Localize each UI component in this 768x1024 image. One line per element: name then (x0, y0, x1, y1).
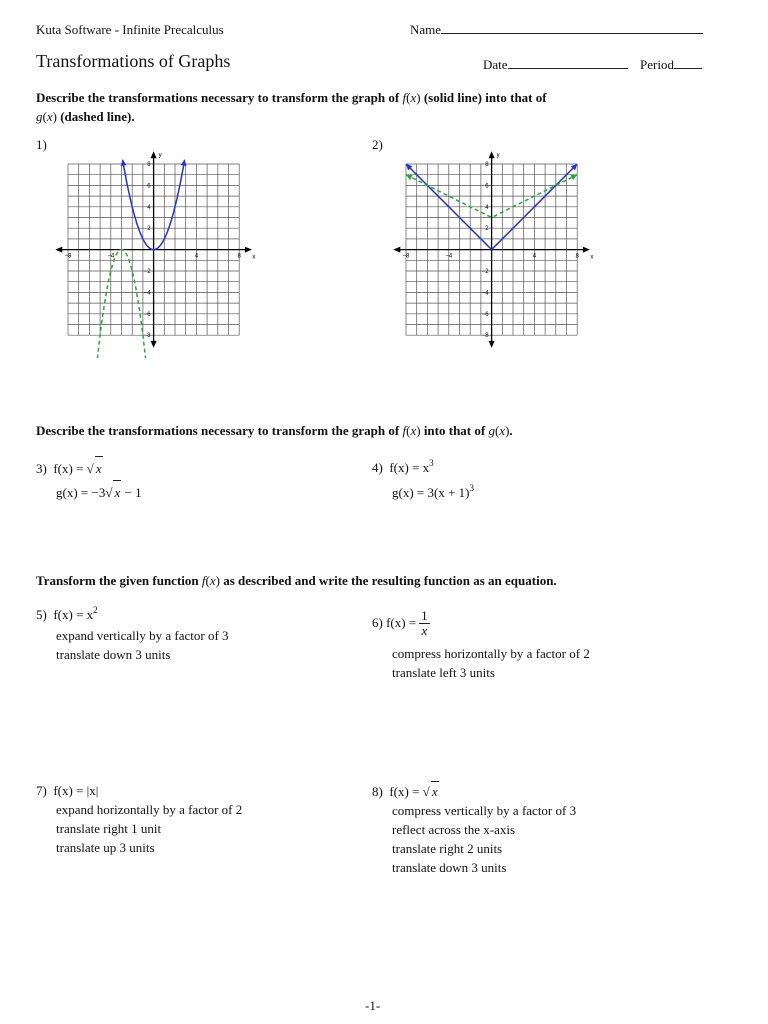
tick-label: 6 (147, 183, 151, 190)
problem-5-step: expand vertically by a factor of 3 (56, 628, 229, 643)
problem-4-number: 4) (372, 460, 383, 475)
problem-8: 8) f(x) = √ x compress vertically by a factor of 3 reflect across the x-axis translate right 2 units translate down 3 units (372, 781, 576, 877)
tick-label: −8 (481, 333, 489, 340)
tick-label: −8 (402, 253, 410, 260)
y-arrow (151, 151, 157, 158)
name-field[interactable] (410, 22, 703, 38)
problem-8-step: reflect across the x-axis (392, 822, 516, 837)
x-axis-label: x (252, 254, 256, 261)
problem-6: 6) f(x) = $\frac{1}{x}$ compress horizontally by a factor of 2 translate left 3 units (372, 607, 590, 680)
tick-label: 4 (147, 204, 151, 211)
problem-8-step: compress vertically by a factor of 3 (392, 803, 577, 818)
x-arrow (393, 247, 400, 253)
tick-label: −2 (143, 269, 151, 275)
tick-label: 4 (532, 253, 537, 260)
tick-label: −4 (445, 253, 453, 260)
name-label: Name (410, 22, 442, 37)
problem-1-number: 1) (36, 137, 47, 152)
problem-5: 5) $f(x) = x^2$ expand vertically by a factor of 3 translate down 3 units (36, 605, 229, 662)
tick-label: 4 (485, 204, 489, 211)
date-field[interactable] (483, 57, 628, 73)
graph-2 (390, 148, 600, 358)
page-number: -1- (365, 998, 381, 1013)
tick-label: −2 (481, 269, 489, 275)
tick-label: 2 (485, 226, 489, 233)
tick-label: −4 (107, 253, 115, 260)
tick-label: 8 (237, 253, 241, 260)
curve-arrow (181, 160, 187, 166)
curve-arrow (121, 160, 127, 166)
tick-label: 6 (485, 183, 489, 190)
problem-7: 7) f(x) = |x| expand horizontally by a factor of 2 translate right 1 unit translate up 3 units (36, 783, 243, 855)
problem-5-number: 5) (36, 607, 47, 622)
x-arrow (55, 247, 62, 253)
problem-3-number: 3) (36, 461, 47, 476)
section3-instruction: Transform the given function f(x) as described and write the resulting function as an equation. (36, 573, 557, 588)
problem-8-number: 8) (372, 784, 383, 799)
problem-5-step: translate down 3 units (56, 647, 171, 662)
graph-1 (52, 148, 262, 358)
period-field[interactable] (640, 57, 702, 73)
tick-label: 2 (147, 226, 151, 233)
tick-label: 4 (194, 253, 199, 260)
y-arrow (151, 341, 157, 348)
x-arrow (245, 247, 252, 253)
page-title: Transformations of Graphs (36, 51, 231, 71)
y-arrow (489, 151, 495, 158)
period-label: Period (640, 57, 674, 72)
problem-7-step: expand horizontally by a factor of 2 (56, 802, 243, 817)
software-label: Kuta Software - Infinite Precalculus (36, 22, 224, 37)
tick-label: −8 (143, 333, 151, 340)
tick-label: 8 (575, 253, 579, 260)
tick-label: −6 (481, 311, 489, 318)
x-axis-label: x (590, 254, 594, 261)
problem-7-step: translate right 1 unit (56, 821, 162, 836)
tick-label: −4 (481, 290, 489, 297)
y-axis-label: y (158, 152, 162, 159)
curve-arrow (406, 175, 413, 180)
tick-label: 8 (485, 162, 489, 168)
problem-6-step: translate left 3 units (392, 665, 495, 680)
problem-7-number: 7) (36, 783, 47, 798)
tick-label: −6 (143, 311, 151, 318)
tick-label: 8 (147, 162, 151, 168)
problem-3: 3) f(x) = √ x g(x) = −3√ x − 1 (36, 456, 142, 504)
fraction: $\frac{1}{x}$ (421, 607, 428, 638)
section1-instruction: Describe the transformations necessary to transform the graph of f(x) (solid line) into that of g(x) (dashed line). (36, 90, 547, 124)
tick-label: −8 (64, 253, 72, 260)
tick-label: −4 (143, 290, 151, 297)
problem-6-step: compress horizontally by a factor of 2 (392, 646, 590, 661)
date-label: Date (483, 57, 508, 72)
problem-2-number: 2) (372, 137, 383, 152)
x-arrow (583, 247, 590, 253)
section2-instruction: Describe the transformations necessary to transform the graph of f(x) into that of g(x). (36, 423, 513, 438)
problem-4: 4) $f(x) = x^3$ $g(x) = 3(x + 1)^3$ (372, 458, 474, 500)
y-axis-label: y (496, 152, 500, 159)
problem-7-step: translate up 3 units (56, 840, 155, 855)
problem-6-number: 6) (372, 615, 383, 630)
problem-8-step: translate down 3 units (392, 860, 507, 875)
y-arrow (489, 341, 495, 348)
problem-8-step: translate right 2 units (392, 841, 503, 856)
